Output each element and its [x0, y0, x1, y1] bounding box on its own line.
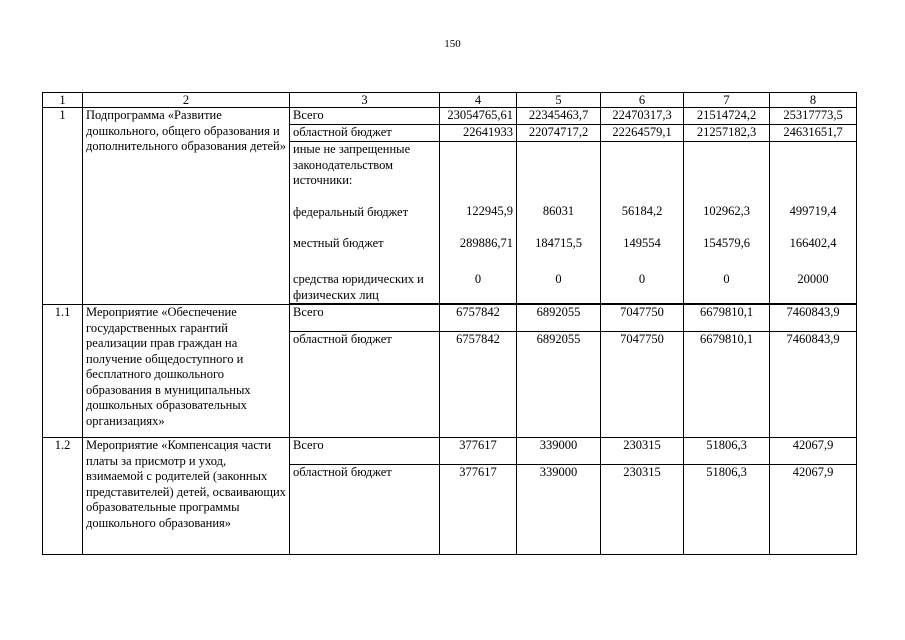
- value-cell: 22345463,7: [517, 108, 601, 125]
- value-cell: 23054765,61: [440, 108, 517, 125]
- program-name: Подпрограмма «Развитие дошкольного, общего образования и дополнительного образования детей»: [83, 108, 290, 305]
- value-cell: 6892055: [517, 332, 601, 438]
- page-number: 150: [444, 38, 461, 50]
- header-cell: 3: [290, 93, 440, 108]
- federal-label: федеральный бюджет: [293, 204, 409, 219]
- value-cell: 0: [440, 254, 517, 304]
- table-row: [43, 438, 857, 465]
- source-label: областной бюджет: [290, 332, 440, 438]
- value-cell: 22264579,1: [601, 125, 684, 142]
- header-cell: 5: [517, 93, 601, 108]
- value-cell: 22641933: [440, 125, 517, 142]
- value-cell: 25317773,5: [770, 108, 857, 125]
- source-label: Всего: [290, 108, 440, 125]
- source-label: областной бюджет: [290, 125, 440, 142]
- table-row: [43, 108, 857, 125]
- header-cell: 4: [440, 93, 517, 108]
- value-cell: 0: [684, 254, 770, 304]
- value-cell: 51806,3: [684, 465, 770, 555]
- header-cell: 1: [43, 93, 83, 108]
- value-cell: 499719,4: [770, 142, 857, 221]
- row-number: 1.1: [43, 305, 83, 438]
- value-cell: 289886,71: [440, 220, 517, 254]
- value-cell: 21257182,3: [684, 125, 770, 142]
- value-cell: 230315: [601, 438, 684, 465]
- measure-name: Мероприятие «Обеспечение государственных гарантий реализации прав граждан на получение общедоступного и бесплатного дошкольного образования в муниципальных дошкольных образовательных организациях»: [83, 305, 290, 438]
- source-label: средства юридических и физических лиц: [290, 254, 440, 304]
- value-cell: 86031: [517, 142, 601, 221]
- header-cell: 6: [601, 93, 684, 108]
- source-label: областной бюджет: [290, 465, 440, 555]
- value-cell: 339000: [517, 438, 601, 465]
- value-cell: 21514724,2: [684, 108, 770, 125]
- value-cell: 6757842: [440, 332, 517, 438]
- value-cell: 149554: [601, 220, 684, 254]
- value-cell: 6892055: [517, 305, 601, 332]
- value-cell: 22470317,3: [601, 108, 684, 125]
- other-sources-intro: иные не запрещенные законодательством источники:: [293, 142, 411, 187]
- value-cell: 6679810,1: [684, 332, 770, 438]
- value-cell: 20000: [770, 254, 857, 304]
- value-cell: 7047750: [601, 305, 684, 332]
- value-cell: 6679810,1: [684, 305, 770, 332]
- value-cell: 42067,9: [770, 438, 857, 465]
- source-label: местный бюджет: [290, 220, 440, 254]
- value-cell: 102962,3: [684, 142, 770, 221]
- source-label: [290, 142, 440, 221]
- header-cell: 8: [770, 93, 857, 108]
- value-cell: 6757842: [440, 305, 517, 332]
- value-cell: 184715,5: [517, 220, 601, 254]
- table-row: [43, 305, 857, 332]
- value-cell: 7460843,9: [770, 305, 857, 332]
- header-cell: 7: [684, 93, 770, 108]
- value-cell: 122945,9: [440, 142, 517, 221]
- value-cell: 230315: [601, 465, 684, 555]
- value-cell: 154579,6: [684, 220, 770, 254]
- value-cell: 0: [601, 254, 684, 304]
- value-cell: 42067,9: [770, 465, 857, 555]
- value-cell: 22074717,2: [517, 125, 601, 142]
- source-label: Всего: [290, 305, 440, 332]
- value-cell: 377617: [440, 465, 517, 555]
- value-cell: 24631651,7: [770, 125, 857, 142]
- value-cell: 377617: [440, 438, 517, 465]
- table-header-row: [43, 93, 857, 108]
- value-cell: 56184,2: [601, 142, 684, 221]
- budget-table: [42, 92, 857, 555]
- row-number: 1.2: [43, 438, 83, 555]
- header-cell: 2: [83, 93, 290, 108]
- value-cell: 0: [517, 254, 601, 304]
- measure-name: Мероприятие «Компенсация части платы за присмотр и уход, взимаемой с родителей (законных представителей) детей, осваивающих образовательные программы дошкольного образования»: [83, 438, 290, 555]
- value-cell: 51806,3: [684, 438, 770, 465]
- value-cell: 166402,4: [770, 220, 857, 254]
- value-cell: 339000: [517, 465, 601, 555]
- value-cell: 7047750: [601, 332, 684, 438]
- row-number: 1: [43, 108, 83, 305]
- source-label: Всего: [290, 438, 440, 465]
- value-cell: 7460843,9: [770, 332, 857, 438]
